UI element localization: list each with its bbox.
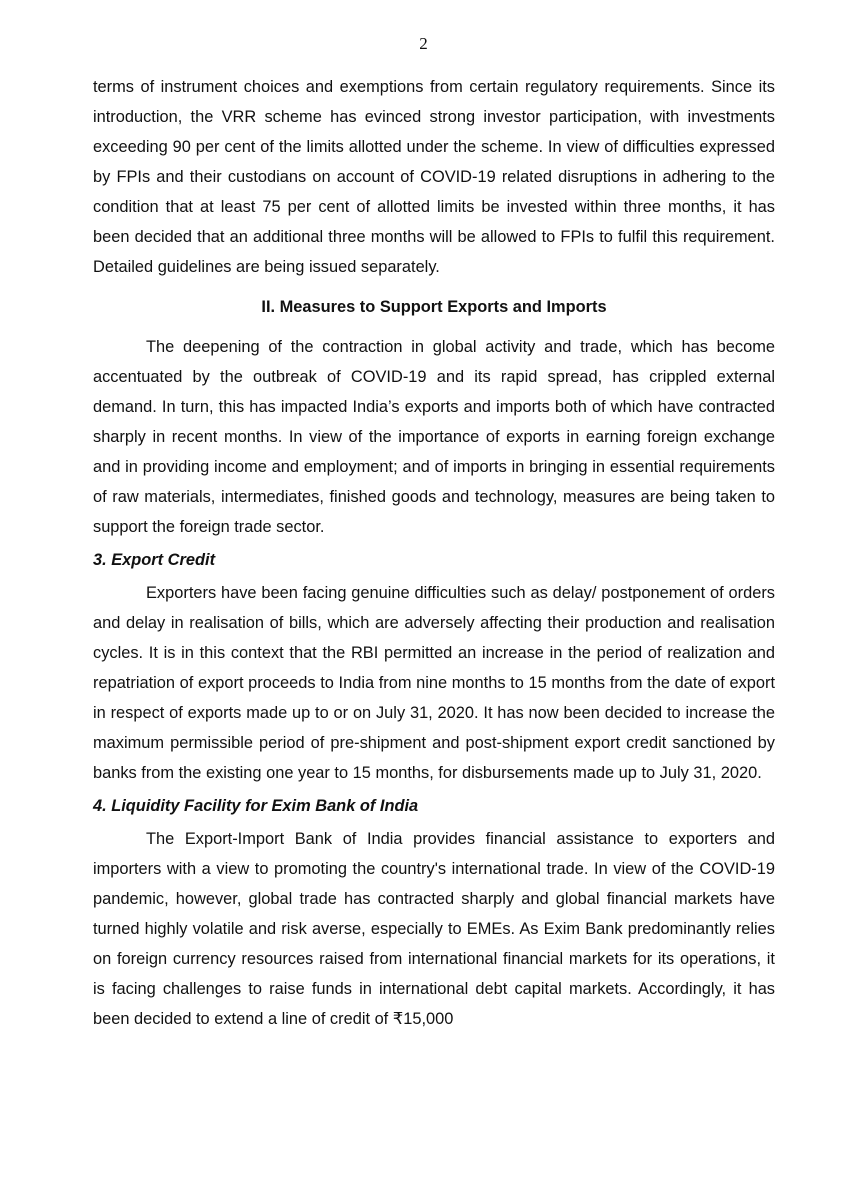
section-ii-paragraph: The deepening of the contraction in global activity and trade, which has become accentuated by the outbreak of COVID-19 and its rapid spread, has crippled external demand. In turn, this has impacted India’s exports and imports both of which have contracted sharply in recent months. In view of the importance of exports in earning foreign exchange and in providing income and employment; and of imports in bringing in essential requirements of raw materials, intermediates, finished goods and technology, measures are being taken to support the foreign trade sector. [93, 338, 775, 536]
export-credit-heading: 3. Export Credit [93, 551, 216, 569]
intro-paragraph: terms of instrument choices and exemptions from certain regulatory requirements. Since its introduction, the VRR scheme has evinced strong investor participation, with investments exceeding 90 per cent of the limits allotted under the scheme. In view of difficulties expressed by FPIs and their custodians on account of COVID-19 related disruptions in adhering to the condition that at least 75 per cent of allotted limits be invested within three months, it has been decided that an additional three months will be allowed to FPIs to fulfil this requirement. Detailed guidelines are being issued separately. [93, 78, 775, 276]
exim-bank-paragraph: The Export-Import Bank of India provides financial assistance to exporters and importers with a view to promoting the country's international trade. In view of the COVID-19 pandemic, however, global trade has contracted sharply and global financial markets have turned highly volatile and risk averse, especially to EMEs. As Exim Bank predominantly relies on foreign currency resources raised from international financial markets for its operations, it is facing challenges to raise funds in international debt capital markets. Accordingly, it has been decided to extend a line of credit of ₹15,000 [93, 830, 775, 1028]
section-ii-heading: II. Measures to Support Exports and Imports [261, 298, 607, 316]
exim-bank-heading: 4. Liquidity Facility for Exim Bank of India [93, 797, 419, 815]
page-number: 2 [419, 34, 428, 53]
page-content [93, 72, 775, 1034]
export-credit-paragraph: Exporters have been facing genuine difficulties such as delay/ postponement of orders and delay in realisation of bills, which are adversely affecting their production and realisation cycles. It is in this context that the RBI permitted an increase in the period of realization and repatriation of export proceeds to India from nine months to 15 months from the date of export in respect of exports made up to or on July 31, 2020. It has now been decided to increase the maximum permissible period of pre-shipment and post-shipment export credit sanctioned by banks from the existing one year to 15 months, for disbursements made up to July 31, 2020. [93, 584, 775, 782]
